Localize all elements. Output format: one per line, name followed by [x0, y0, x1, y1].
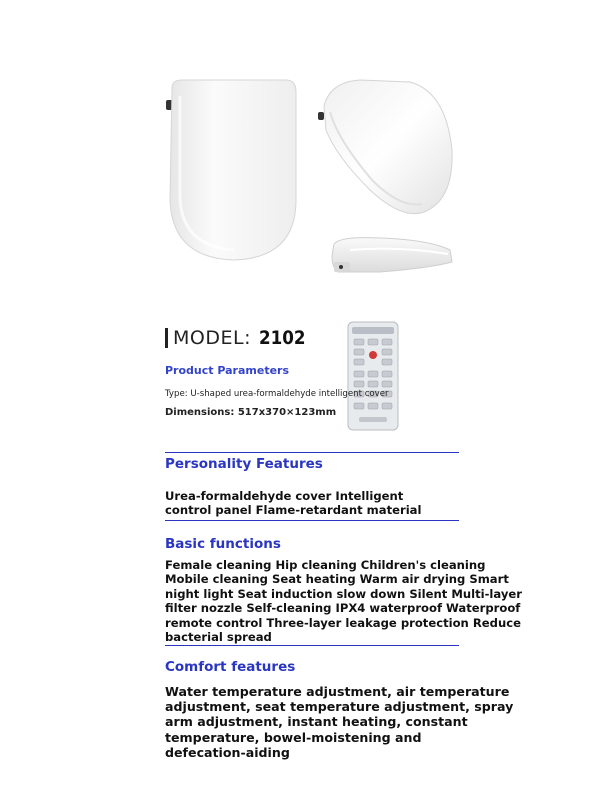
dimensions-spec: Dimensions: 517x370×123mm — [165, 407, 337, 418]
basic-functions-text — [165, 558, 522, 644]
model-bar-divider — [165, 328, 168, 348]
basic-functions-line: filter nozzle Self-cleaning IPX4 waterproof Waterproof — [165, 601, 521, 616]
personality-line: control panel Flame-retardant material — [165, 503, 422, 518]
comfort-line: arm adjustment, instant heating, constant — [165, 714, 468, 730]
model-heading — [165, 326, 312, 350]
comfort-features-text — [165, 684, 513, 760]
basic-functions-line: night light Seat induction slow down Silent Multi-layer — [165, 586, 522, 601]
product-parameters-title: Product Parameters — [165, 364, 290, 377]
seat-angled-view — [318, 80, 452, 214]
model-label: MODEL: — [173, 327, 251, 349]
comfort-features-title: Comfort features — [165, 659, 296, 675]
model-number: 2102 — [258, 327, 306, 349]
personality-features-text — [165, 489, 421, 518]
basic-functions-line: remote control Three-layer leakage protection Reduce — [165, 615, 521, 630]
basic-functions-line: bacterial spread — [165, 630, 272, 645]
comfort-line: defecation-aiding — [165, 744, 290, 760]
type-spec: Type: U-shaped urea-formaldehyde intelligent cover — [165, 389, 389, 399]
seat-side-view — [332, 238, 452, 272]
personality-top-rule — [165, 452, 459, 453]
basic-functions-title: Basic functions — [165, 536, 281, 552]
remote-control-image — [347, 321, 399, 431]
personality-bottom-rule — [165, 520, 459, 521]
basic-functions-line: Female cleaning Hip cleaning Children's cleaning — [165, 558, 486, 572]
seat-front-view — [166, 80, 296, 260]
product-illustration — [0, 0, 600, 300]
basic-functions-line: Mobile cleaning Seat heating Warm air drying Smart — [165, 572, 509, 587]
personality-features-title: Personality Features — [165, 456, 323, 472]
product-images — [0, 0, 600, 300]
comfort-line: Water temperature adjustment, air temperature — [165, 684, 510, 699]
basic-functions-bottom-rule — [165, 645, 459, 646]
comfort-line: adjustment, seat temperature adjustment, spray — [165, 699, 514, 715]
personality-line: Urea-formaldehyde cover Intelligent — [165, 489, 404, 503]
comfort-line: temperature, bowel-moistening and — [165, 729, 422, 745]
